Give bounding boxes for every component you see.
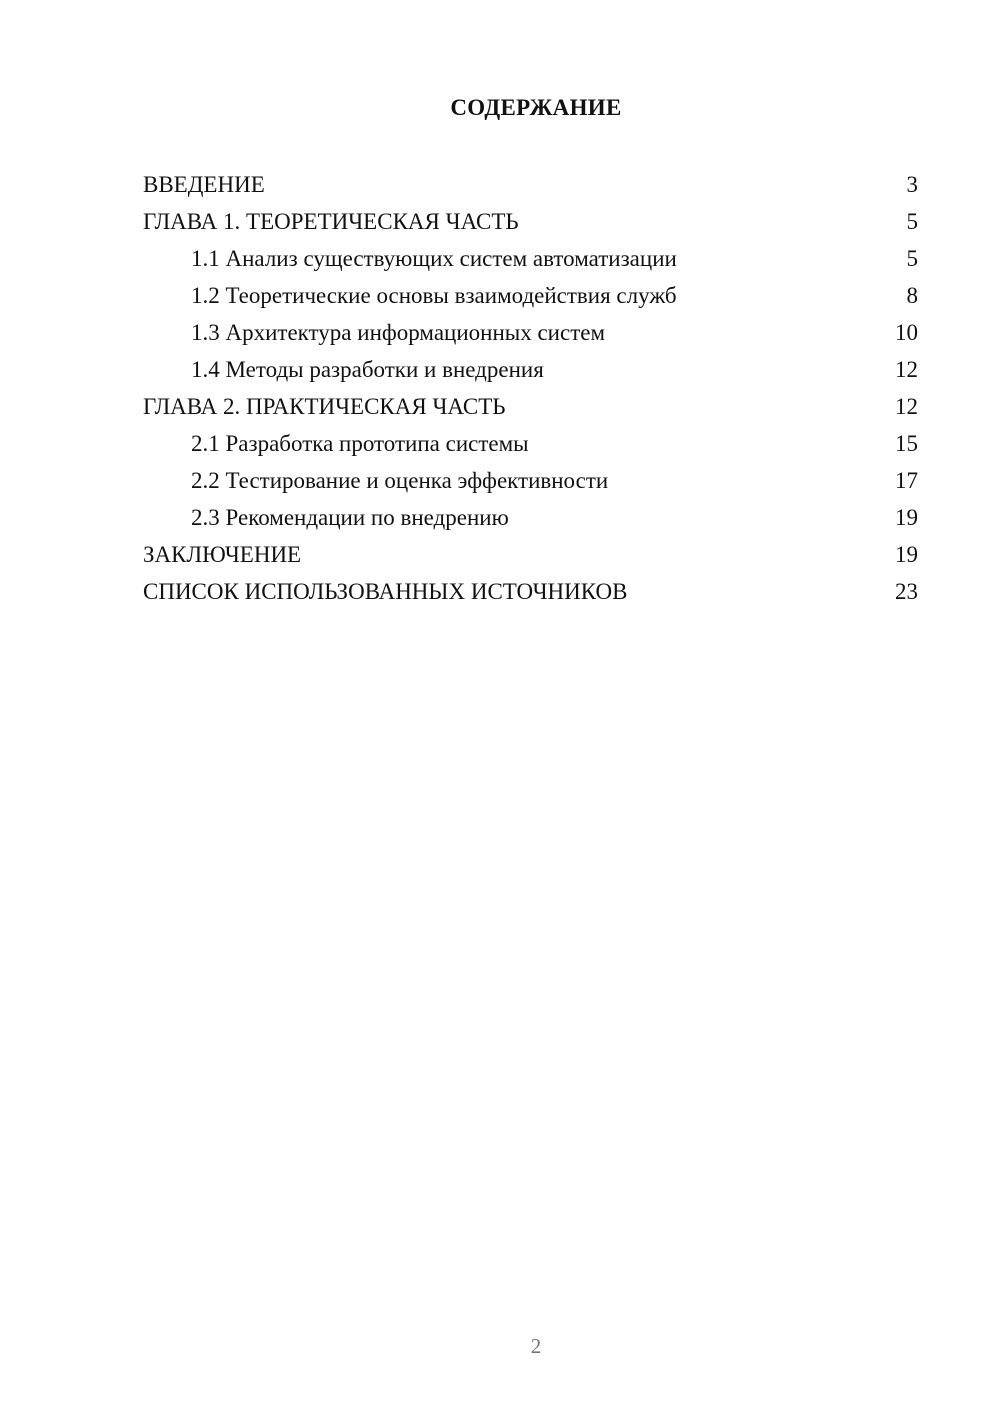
toc-entry-section-2-1 (143, 425, 918, 462)
toc-entry-section-1-2 (143, 277, 918, 314)
toc-entry-section-2-2 (143, 462, 918, 499)
toc-entry-label: ВВЕДЕНИЕ (143, 172, 265, 197)
page-number: 2 (530, 1334, 542, 1358)
toc-entry-page: 12 (895, 394, 918, 419)
toc-entry-label: СПИСОК ИСПОЛЬЗОВАННЫХ ИСТОЧНИКОВ (143, 579, 628, 604)
toc-entry-page: 19 (895, 542, 918, 567)
toc-entry-label: 2.2 Тестирование и оценка эффективности (191, 468, 609, 493)
table-of-contents (143, 166, 918, 610)
toc-entry-label: 1.2 Теоретические основы взаимодействия служб (191, 283, 677, 308)
toc-entry-section-1-3 (143, 314, 918, 351)
toc-entry-page: 5 (906, 209, 918, 234)
toc-entry-label: 2.3 Рекомендации по внедрению (191, 505, 509, 530)
toc-entry-section-1-4 (143, 351, 918, 388)
toc-entry-label: 1.3 Архитектура информационных систем (191, 320, 606, 345)
toc-entry-page: 5 (906, 246, 918, 271)
toc-entry-label: ГЛАВА 2. ПРАКТИЧЕСКАЯ ЧАСТЬ (143, 394, 506, 419)
toc-entry-page: 19 (895, 505, 918, 530)
toc-entry-page: 8 (906, 283, 918, 308)
toc-entry-page: 12 (895, 357, 918, 382)
toc-entry-label: 1.4 Методы разработки и внедрения (191, 357, 544, 382)
toc-entry-page: 3 (906, 172, 918, 197)
toc-entry-chapter-2 (143, 388, 918, 425)
toc-entry-section-1-1 (143, 240, 918, 277)
toc-entry-label: ЗАКЛЮЧЕНИЕ (143, 542, 302, 567)
toc-entry-page: 23 (895, 579, 918, 604)
toc-entry-chapter-1 (143, 203, 918, 240)
toc-entry-conclusion (143, 536, 918, 573)
toc-entry-section-2-3 (143, 499, 918, 536)
toc-entry-label: 2.1 Разработка прототипа системы (191, 431, 529, 456)
toc-entry-label: 1.1 Анализ существующих систем автоматизации (191, 246, 677, 271)
toc-entry-page: 15 (895, 431, 918, 456)
toc-entry-introduction (143, 166, 918, 203)
toc-entry-label: ГЛАВА 1. ТЕОРЕТИЧЕСКАЯ ЧАСТЬ (143, 209, 519, 234)
toc-entry-references (143, 573, 918, 610)
toc-title: СОДЕРЖАНИЕ (450, 95, 622, 120)
toc-entry-page: 17 (895, 468, 918, 493)
toc-entry-page: 10 (895, 320, 918, 345)
